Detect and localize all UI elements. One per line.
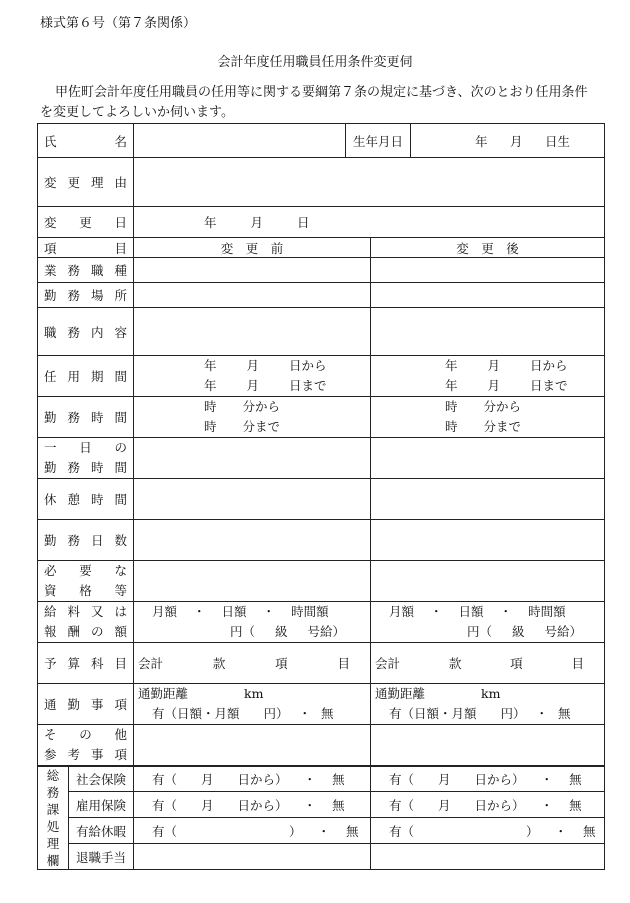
daily-hours-label: 一 日 の 勤 務 時 間 — [38, 438, 134, 479]
term-after[interactable]: 年 月 日から 年 月 日まで — [371, 356, 605, 397]
intro-line-1: 甲佐町会計年度任用職員の任用等に関する要綱第７条の規定に基づき、次のとおり任用条件 — [55, 85, 588, 100]
row-employment-insurance — [38, 792, 605, 818]
salary-label: 給 料 又 は 報 酬 の 額 — [38, 602, 134, 643]
social-insurance-label: 社会保険 — [69, 766, 134, 792]
name-field[interactable] — [134, 124, 346, 158]
job-type-after[interactable] — [371, 258, 605, 283]
change-date-field[interactable]: 年 月 日 — [134, 207, 605, 238]
social-insurance-before[interactable]: 有（ 月 日から） ・ 無 — [134, 766, 371, 792]
hours-label: 勤 務 時 間 — [38, 397, 134, 438]
row-item-header — [38, 238, 605, 258]
row-reason — [38, 158, 605, 207]
paid-leave-label: 有給休暇 — [69, 818, 134, 844]
qualifications-after[interactable] — [371, 561, 605, 602]
row-term — [38, 356, 605, 397]
hours-before[interactable]: 時 分から 時 分まで — [134, 397, 371, 438]
break-after[interactable] — [371, 479, 605, 520]
row-commute — [38, 684, 605, 725]
change-date-label: 変 更 日 — [38, 207, 134, 238]
break-before[interactable] — [134, 479, 371, 520]
row-daily-hours — [38, 438, 605, 479]
salary-before[interactable]: 月額 ・ 日額 ・ 時間額 円（ 級 号給） — [134, 602, 371, 643]
budget-label: 予 算 科 目 — [38, 643, 134, 684]
break-label: 休 憩 時 間 — [38, 479, 134, 520]
term-label: 任 用 期 間 — [38, 356, 134, 397]
retirement-label: 退職手当 — [69, 844, 134, 870]
row-budget — [38, 643, 605, 684]
birth-field[interactable]: 年 月 日生 — [411, 124, 605, 158]
job-type-before[interactable] — [134, 258, 371, 283]
budget-after[interactable]: 会計 款 項 目 — [371, 643, 605, 684]
hours-after[interactable]: 時 分から 時 分まで — [371, 397, 605, 438]
workplace-label: 勤 務 場 所 — [38, 283, 134, 308]
row-duties — [38, 308, 605, 356]
form-number: 様式第６号（第７条関係） — [40, 16, 197, 31]
commute-label: 通 勤 事 項 — [38, 684, 134, 725]
employment-insurance-after[interactable]: 有（ 月 日から） ・ 無 — [371, 792, 605, 818]
paid-leave-before[interactable]: 有（ ） ・ 無 — [134, 818, 371, 844]
daily-hours-before[interactable] — [134, 438, 371, 479]
row-retirement — [38, 844, 605, 870]
workplace-before[interactable] — [134, 283, 371, 308]
change-conditions-table — [37, 123, 605, 870]
intro-text — [40, 83, 615, 123]
reason-label: 変 更 理 由 — [38, 158, 134, 207]
daily-hours-after[interactable] — [371, 438, 605, 479]
admin-section-label: 総 務 課 処 理 欄 — [38, 766, 69, 870]
row-change-date — [38, 207, 605, 238]
reason-field[interactable] — [134, 158, 605, 207]
row-paid-leave — [38, 818, 605, 844]
form-title: 会計年度任用職員任用条件変更伺 — [217, 55, 413, 70]
workdays-after[interactable] — [371, 520, 605, 561]
qualifications-before[interactable] — [134, 561, 371, 602]
duties-after[interactable] — [371, 308, 605, 356]
row-salary — [38, 602, 605, 643]
duties-label: 職 務 内 容 — [38, 308, 134, 356]
before-label: 変 更 前 — [134, 238, 371, 258]
employment-insurance-label: 雇用保険 — [69, 792, 134, 818]
item-label: 項 目 — [38, 238, 134, 258]
row-workplace — [38, 283, 605, 308]
name-label: 氏 名 — [38, 124, 134, 158]
other-after[interactable] — [371, 725, 605, 767]
row-social-insurance — [38, 766, 605, 792]
row-break — [38, 479, 605, 520]
workdays-before[interactable] — [134, 520, 371, 561]
commute-before[interactable]: 通勤距離 km 有（日額・月額 円） ・ 無 — [134, 684, 371, 725]
other-before[interactable] — [134, 725, 371, 767]
row-job-type — [38, 258, 605, 283]
term-before[interactable]: 年 月 日から 年 月 日まで — [134, 356, 371, 397]
paid-leave-after[interactable]: 有（ ） ・ 無 — [371, 818, 605, 844]
commute-after[interactable]: 通勤距離 km 有（日額・月額 円） ・ 無 — [371, 684, 605, 725]
retirement-before[interactable] — [134, 844, 371, 870]
workdays-label: 勤 務 日 数 — [38, 520, 134, 561]
intro-line-2: を変更してよろしいか伺います。 — [40, 105, 234, 120]
social-insurance-after[interactable]: 有（ 月 日から） ・ 無 — [371, 766, 605, 792]
other-label: そ の 他 参 考 事 項 — [38, 725, 134, 767]
after-label: 変 更 後 — [371, 238, 605, 258]
employment-insurance-before[interactable]: 有（ 月 日から） ・ 無 — [134, 792, 371, 818]
row-name — [38, 124, 605, 158]
row-hours — [38, 397, 605, 438]
retirement-after[interactable] — [371, 844, 605, 870]
salary-after[interactable]: 月額 ・ 日額 ・ 時間額 円（ 級 号給） — [371, 602, 605, 643]
workplace-after[interactable] — [371, 283, 605, 308]
row-workdays — [38, 520, 605, 561]
birth-label: 生年月日 — [346, 124, 411, 158]
row-qualifications — [38, 561, 605, 602]
job-type-label: 業 務 職 種 — [38, 258, 134, 283]
row-other — [38, 725, 605, 767]
budget-before[interactable]: 会計 款 項 目 — [134, 643, 371, 684]
duties-before[interactable] — [134, 308, 371, 356]
qualifications-label: 必 要 な 資 格 等 — [38, 561, 134, 602]
